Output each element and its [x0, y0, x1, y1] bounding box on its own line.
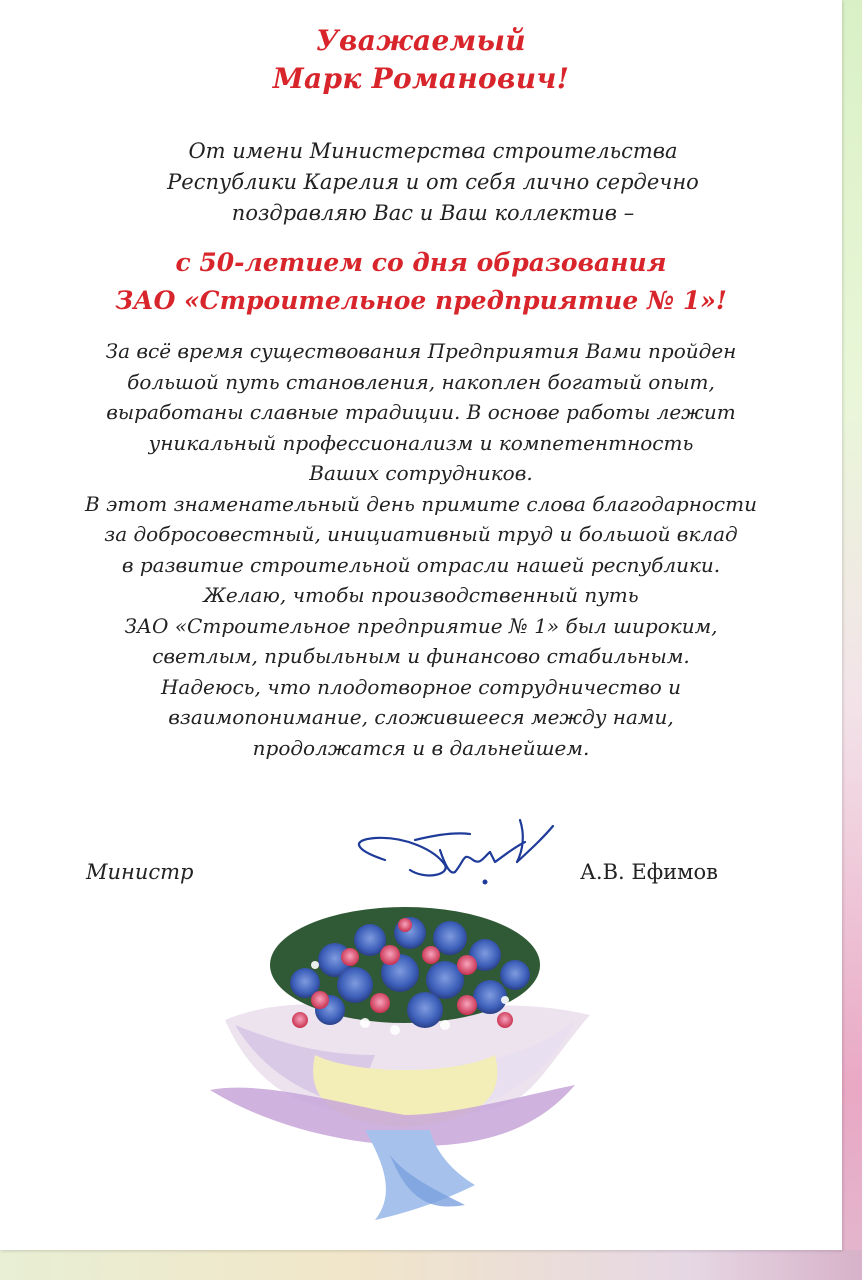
- intro-line: поздравляю Вас и Ваш коллектив –: [231, 201, 635, 225]
- salutation-line-1: Уважаемый: [316, 24, 526, 57]
- body-paragraph: [10, 336, 832, 763]
- body-line: взаимопонимание, сложившееся между нами,: [168, 705, 674, 729]
- salutation-line-2: Марк Романович!: [272, 62, 570, 95]
- intro-line: Республики Карелия и от себя лично сердечно: [167, 170, 699, 194]
- body-line: ЗАО «Строительное предприятие № 1» был широким,: [124, 613, 718, 638]
- body-line: большой путь становления, накоплен богатый опыт,: [127, 369, 715, 394]
- intro-line: От имени Министерства строительства: [188, 139, 678, 163]
- body-line: в развитие строительной отрасли нашей республики.: [121, 552, 721, 577]
- body-line: уникальный профессионализм и компетентность: [148, 430, 694, 455]
- occasion-line: с 50-летием со дня образования: [175, 248, 667, 277]
- body-line: за добросовестный, инициативный труд и большой вклад: [104, 522, 738, 546]
- signer-name: А.В. Ефимов: [580, 860, 718, 884]
- body-line: За всё время существования Предприятия Вами пройден: [105, 339, 737, 363]
- flower-bouquet-illustration: [205, 905, 605, 1235]
- signature-row: [0, 860, 842, 900]
- body-line: Желаю, чтобы производственный путь: [203, 583, 639, 607]
- body-line: светлым, прибыльным и финансово стабильным.: [152, 644, 690, 668]
- body-line: В этот знаменательный день примите слова благодарности: [85, 491, 757, 516]
- body-line: Ваших сотрудников.: [309, 461, 533, 485]
- body-line: Надеюсь, что плодотворное сотрудничество и: [160, 674, 682, 699]
- background-edge-bottom: [0, 1250, 862, 1280]
- occasion-heading: [0, 244, 842, 320]
- occasion-line: ЗАО «Строительное предприятие № 1»!: [115, 286, 727, 315]
- signer-position: Министр: [86, 860, 194, 884]
- body-line: выработаны славные традиции. В основе работы лежит: [106, 400, 736, 424]
- body-line: продолжатся и в дальнейшем.: [252, 735, 590, 760]
- salutation: [0, 22, 842, 98]
- intro-paragraph: [12, 136, 854, 229]
